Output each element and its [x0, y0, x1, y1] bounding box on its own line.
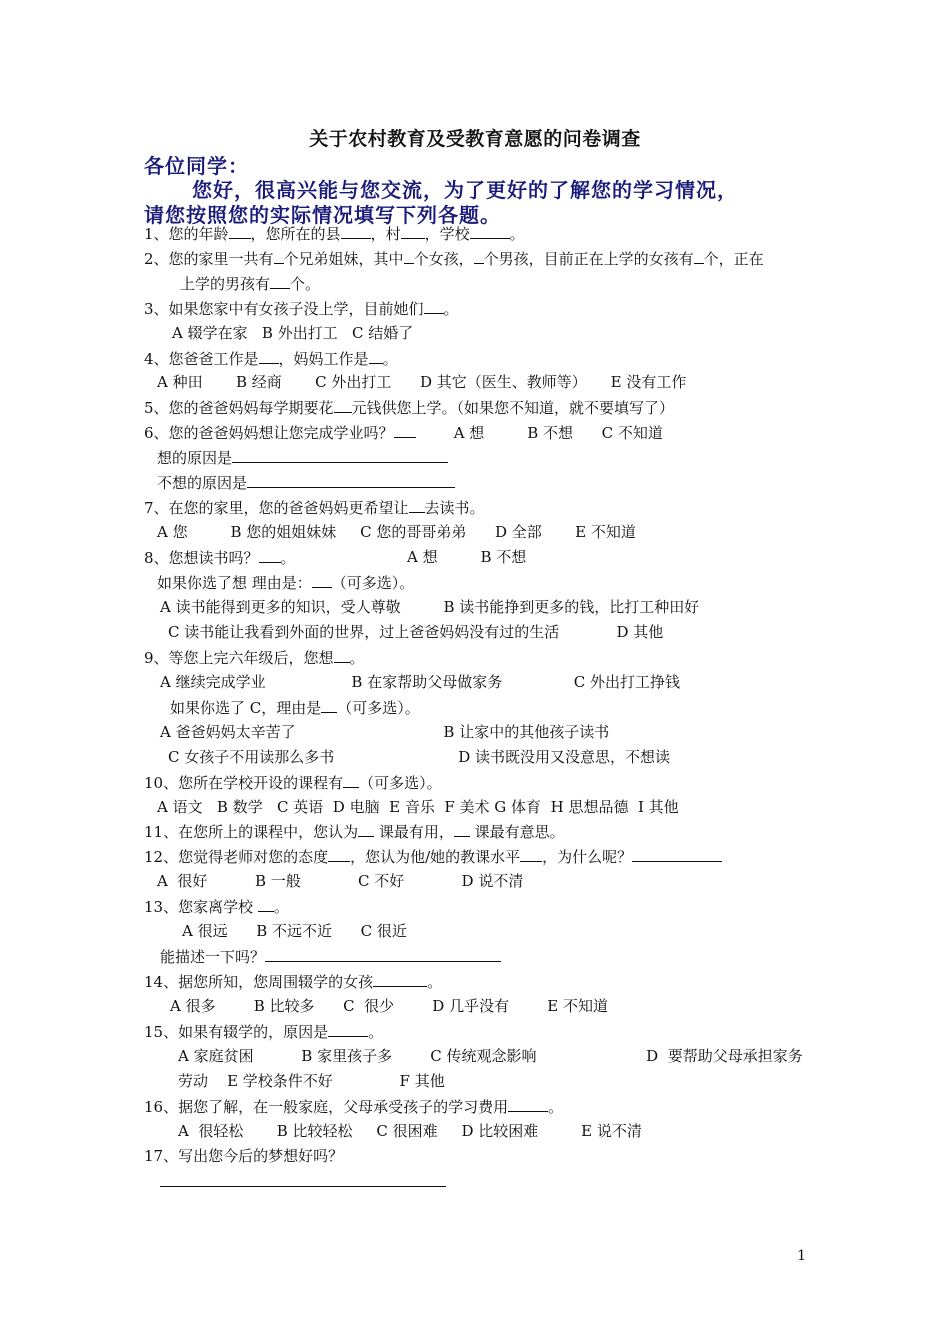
question-12-options: A 很好 B 一般 C 不好 D 说不清: [157, 872, 524, 890]
question-16-options: A 很轻松 B 比较轻松 C 很困难 D 比较困难 E 说不清: [178, 1122, 642, 1140]
question-5: 5、您的爸爸妈妈每学期要花 元钱供您上学。（如果您不知道，就不要填写了）: [144, 399, 675, 417]
question-16: 16、据您了解，在一般家庭，父母承受孩子的学习费用 。: [144, 1098, 564, 1116]
question-9-followup: 如果你选了 C，理由是 （可多选）。: [170, 699, 420, 717]
page-title: 关于农村教育及受教育意愿的问卷调查: [309, 128, 641, 150]
question-4: 4、您爸爸工作是 ，妈妈工作是 。: [144, 350, 398, 368]
question-9: 9、等您上完六年级后，您想 。: [144, 649, 365, 667]
question-17: 17、写出您今后的梦想好吗？: [144, 1147, 344, 1165]
question-11: 11、在您所上的课程中，您认为 课最有用， 课最有意思。: [144, 823, 565, 841]
answer-blank[interactable]: [694, 248, 704, 264]
answer-blank[interactable]: [334, 647, 350, 663]
question-4-options: A 种田 B 经商 C 外出打工 D 其它（医生、教师等） E 没有工作: [157, 373, 687, 391]
answer-blank[interactable]: [270, 273, 290, 289]
answer-blank[interactable]: [404, 248, 414, 264]
question-13: 13、您家离学校 。: [144, 898, 289, 916]
question-6: 6、您的爸爸妈妈想让您完成学业吗？ A 想 B 不想 C 不知道: [144, 424, 663, 442]
question-12: 12、您觉得老师对您的态度 ，您认为他/她的教课水平 ，为什么呢？: [144, 846, 722, 867]
answer-blank[interactable]: [328, 1021, 368, 1037]
greeting-line-2: 请您按照您的实际情况填写下列各题。: [144, 203, 501, 227]
answer-blank[interactable]: [232, 447, 448, 463]
answer-blank[interactable]: [321, 697, 337, 713]
question-2-line-2: 上学的男孩有 个。: [180, 275, 321, 293]
question-2: 2、您的家里一共有 个兄弟姐妹，其中 个女孩， 个男孩，目前正在上学的女孩有 个，正在: [144, 250, 764, 268]
question-15: 15、如果有辍学的，原因是 。: [144, 1023, 384, 1041]
question-8: 8、您想读书吗？ 。: [144, 549, 296, 567]
question-6-reason-yes: 想的原因是: [157, 447, 448, 468]
page-number: 1: [797, 1248, 806, 1264]
answer-blank[interactable]: [343, 772, 359, 788]
question-9-options: A 继续完成学业 B 在家帮助父母做家务 C 外出打工挣钱: [160, 673, 680, 691]
answer-blank[interactable]: [328, 846, 350, 862]
question-10: 10、您所在学校开设的课程有 （可多选）。: [144, 774, 442, 792]
question-1: 1、您的年龄 ，您所在的县 ，村 ，学校 。: [144, 225, 525, 243]
answer-blank[interactable]: [229, 223, 251, 239]
question-14-options: A 很多 B 比较多 C 很少 D 几乎没有 E 不知道: [170, 997, 608, 1015]
answer-blank[interactable]: [409, 497, 425, 513]
question-10-options: A 语文 B 数学 C 英语 D 电脑 E 音乐 F 美术 G 体育 H 思想品德 I 其他: [157, 798, 679, 816]
greeting-line-1: 您好，很高兴能与您交流，为了更好的了解您的学习情况，: [192, 178, 738, 202]
answer-blank[interactable]: [401, 223, 425, 239]
question-7: 7、在您的家里，您的爸爸妈妈更希望让 去读书。: [144, 499, 485, 517]
answer-blank[interactable]: [373, 971, 427, 987]
question-8-followup: 如果你选了想 理由是： （可多选）。: [157, 574, 415, 592]
question-8-options: A 想 B 不想: [407, 548, 527, 566]
question-15-options-1: A 家庭贫困 B 家里孩子多 C 传统观念影响 D 要帮助父母承担家务: [178, 1047, 803, 1065]
answer-blank[interactable]: [394, 422, 416, 438]
question-7-options: A 您 B 您的姐姐妹妹 C 您的哥哥弟弟 D 全部 E 不知道: [157, 523, 636, 541]
answer-blank[interactable]: [259, 547, 281, 563]
answer-blank[interactable]: [520, 846, 542, 862]
question-6-reason-no: 不想的原因是: [157, 472, 455, 493]
answer-blank[interactable]: [341, 223, 371, 239]
answer-blank[interactable]: [632, 846, 722, 862]
question-8-reasons-1: A 读书能得到更多的知识，受人尊敬 B 读书能挣到更多的钱，比打工种田好: [160, 598, 700, 616]
question-3-options: A 辍学在家 B 外出打工 C 结婚了: [172, 324, 414, 342]
question-8-reasons-2: C 读书能让我看到外面的世界，过上爸爸妈妈没有过的生活 D 其他: [168, 623, 664, 641]
question-9-reasons-1: A 爸爸妈妈太辛苦了 B 让家中的其他孩子读书: [160, 723, 610, 741]
question-17-answer-line[interactable]: [160, 1186, 446, 1187]
answer-blank[interactable]: [258, 896, 274, 912]
answer-blank[interactable]: [312, 572, 332, 588]
answer-blank[interactable]: [470, 223, 510, 239]
greeting-salutation: 各位同学：: [144, 154, 249, 178]
answer-blank[interactable]: [474, 248, 484, 264]
question-15-options-2: 劳动 E 学校条件不好 F 其他: [178, 1072, 445, 1090]
answer-blank[interactable]: [334, 397, 352, 413]
answer-blank[interactable]: [424, 298, 444, 314]
question-3: 3、如果您家中有女孩子没上学，目前她们 。: [144, 300, 459, 318]
question-13-options: A 很远 B 不远不近 C 很近: [182, 922, 407, 940]
answer-blank[interactable]: [265, 946, 501, 962]
answer-blank[interactable]: [247, 472, 455, 488]
answer-blank[interactable]: [508, 1096, 548, 1112]
question-13-followup: 能描述一下吗？: [160, 946, 501, 967]
answer-blank[interactable]: [358, 821, 374, 837]
question-14: 14、据您所知，您周围辍学的女孩 。: [144, 973, 443, 991]
answer-blank[interactable]: [259, 348, 279, 364]
answer-blank[interactable]: [454, 821, 470, 837]
answer-blank[interactable]: [274, 248, 284, 264]
answer-blank[interactable]: [369, 348, 383, 364]
question-9-reasons-2: C 女孩子不用读那么多书 D 读书既没用又没意思，不想读: [168, 748, 671, 766]
